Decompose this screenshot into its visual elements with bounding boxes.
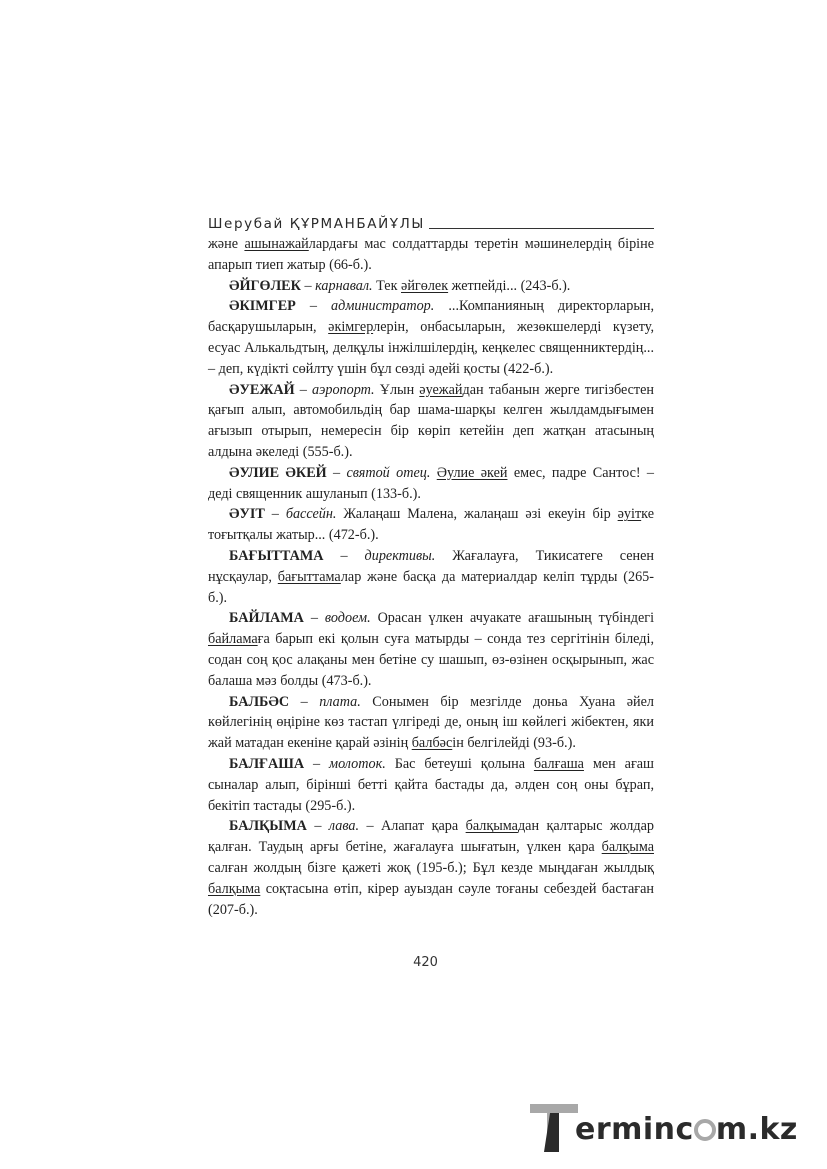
entry-text: – Алапат қара	[359, 818, 466, 835]
dictionary-entries	[208, 234, 654, 920]
entry-headword: ӘУЕЖАЙ	[229, 381, 295, 398]
entry-text: –	[326, 464, 347, 481]
entry-underlined-term: балқыма	[208, 880, 261, 897]
entry-text: лардағы мас солдаттарды теретін мәшинелердің біріне апарып тиеп жатыр (66-б.).	[208, 236, 654, 273]
dictionary-entry	[208, 546, 654, 608]
dictionary-entry	[208, 504, 654, 546]
entry-text: Бас бетеуші қолына	[385, 755, 534, 772]
entry-text: –	[306, 818, 329, 835]
entry-text: соқтасына өтіп, кірер ауыздан сәуле тоғаны себездей бастаған (207-б.).	[208, 880, 654, 918]
entry-text: Сонымен бір мезгілде доньа Хуана әйел көйлегінің өңіріне көз тастап үлгіреді де, оның іш көйлегі жібектен, яки жай матадан екеніне қарай әзінің	[208, 693, 654, 752]
entry-text: –	[264, 506, 286, 523]
entry-text: Жалаңаш Малена, жалаңаш әзі екеуін бір	[336, 506, 618, 523]
entry-underlined-term: ашынажай	[244, 236, 309, 252]
entry-text: –	[295, 298, 332, 315]
dictionary-entry	[208, 380, 654, 463]
entry-translation: директивы.	[364, 547, 436, 564]
entry-headword: ӘКІМГЕР	[229, 298, 296, 315]
entry-text: лар және басқа да материалдар келіп тұрды (265-б.).	[208, 568, 654, 606]
termincom-watermark	[528, 1098, 818, 1158]
entry-text: –	[300, 277, 316, 294]
entry-underlined-term: балбәс	[411, 735, 453, 752]
entry-translation: плата.	[319, 693, 361, 710]
dictionary-entry	[208, 276, 654, 297]
entry-text: салған жолдың бізге қажеті жоқ (195-б.); Бұл кезде мыңдаған жылдық	[208, 859, 654, 876]
entry-headword: ӘЙГӨЛЕК	[229, 277, 301, 294]
entry-text: –	[304, 755, 330, 772]
entry-headword: БАЙЛАМА	[229, 610, 304, 627]
dictionary-entry	[208, 816, 654, 920]
watermark-text	[575, 1112, 798, 1147]
entry-text: дан табанын жерге тигізбестен қағып алып, автомобильдің бар шама-шарқы келген жылдамдығымен ағызып отырып, немересін бір көріп кетейін деп жатқан атасының алдына әкеледі (555-б.).	[208, 381, 655, 460]
entry-underlined-term: әуежай	[419, 381, 463, 398]
entry-text: –	[289, 693, 320, 710]
dictionary-entry	[208, 296, 654, 379]
entry-underlined-term: байлама	[208, 631, 258, 648]
entry-translation: бассейн.	[285, 506, 337, 523]
entry-headword: ӘУІТ	[229, 506, 265, 523]
entry-headword: ӘУЛИЕ ӘКЕЙ	[229, 464, 327, 481]
page-number: 420	[413, 955, 438, 970]
entry-headword: БАЛҒАША	[229, 755, 305, 772]
entry-translation: водоем.	[324, 610, 371, 627]
entry-translation: аэропорт.	[312, 381, 375, 398]
entry-text: Ұлын	[374, 381, 420, 398]
entry-text: ке тоғытқалы жатыр... (472-б.).	[208, 506, 655, 544]
entry-underlined-term: балқыма	[465, 818, 518, 835]
entry-text: емес, падре Сантос! – деді священник ашуланып (133-б.).	[208, 464, 655, 502]
entry-text: жетпейді... (243-б.).	[448, 277, 571, 294]
entry-underlined-term: әкімгер	[328, 319, 374, 336]
entry-underlined-term: Әулие әкей	[436, 464, 508, 481]
watermark-text-part1: erminc	[575, 1112, 694, 1147]
entry-text: лерін, онбасыларын, жезөкшелерді күзету, есуас Алькальдтың, делқұлы інжілшілердің, кеңкелес священниктердің... – деп, күдікті сөйлту үшін бұл сөзді әдейі қосты (422-б.).	[208, 319, 654, 377]
dictionary-entry	[208, 463, 654, 505]
watermark-o-ring	[694, 1119, 716, 1141]
entry-underlined-term: бағыттама	[277, 568, 341, 585]
entry-translation: молоток.	[329, 755, 386, 772]
entry-headword: БАЛҚЫМА	[229, 818, 307, 835]
entry-text: ...Компанияның директорларын, басқарушыларын,	[208, 298, 654, 336]
entry-text: мен ағаш сыналар алып, бірінші бетті қайта бастады да, әлден соң оны бұрап, бекітіп тастады (295-б.).	[208, 755, 654, 814]
entry-continuation	[208, 234, 654, 276]
entry-translation: лава.	[328, 818, 360, 835]
dictionary-entry	[208, 608, 654, 691]
entry-text: Тек	[372, 277, 402, 294]
entry-text: Жағалауға, Тикисатеге сенен нұсқаулар,	[208, 547, 655, 585]
entry-underlined-term: балқыма	[601, 839, 654, 856]
entry-text: және	[208, 236, 245, 252]
entry-text: дан қалтарыс жолдар қалған. Таудың арғы бетіне, жағалауға шығатын, үлкен қара	[208, 818, 654, 856]
entry-text: –	[303, 610, 325, 627]
entry-headword: БАҒЫТТАМА	[229, 547, 324, 564]
watermark-t-glyph	[528, 1100, 580, 1154]
author-name: Шерубай ҚҰРМАНБАЙҰЛЫ	[208, 216, 425, 232]
entry-translation: святой отец.	[346, 464, 431, 481]
entry-text: ін белгілейді (93-б.).	[452, 735, 576, 752]
entry-underlined-term: балғаша	[533, 755, 584, 772]
watermark-text-part2: m.kz	[715, 1112, 798, 1147]
entry-translation: карнавал.	[315, 277, 373, 294]
entry-headword: БАЛБӘС	[229, 693, 290, 710]
entry-text: –	[294, 381, 312, 398]
running-header	[208, 212, 654, 232]
header-rule	[429, 228, 654, 229]
entry-text: –	[323, 547, 365, 564]
entry-text: Орасан үлкен ачуакате ағашының түбіндегі	[370, 610, 655, 627]
dictionary-entry	[208, 754, 654, 816]
entry-underlined-term: әйгөлек	[401, 277, 449, 294]
dictionary-entry	[208, 692, 654, 754]
entry-underlined-term: әуіт	[617, 506, 642, 523]
entry-text: ға барып екі қолын суға матырды – сонда тез сергітінін біледі, содан соң қос алақаны мен бетіне су шашып, өз-өзінен осқырынып, жас балаша мәз болды (473-б.).	[208, 631, 654, 689]
entry-translation: администратор.	[331, 298, 435, 315]
